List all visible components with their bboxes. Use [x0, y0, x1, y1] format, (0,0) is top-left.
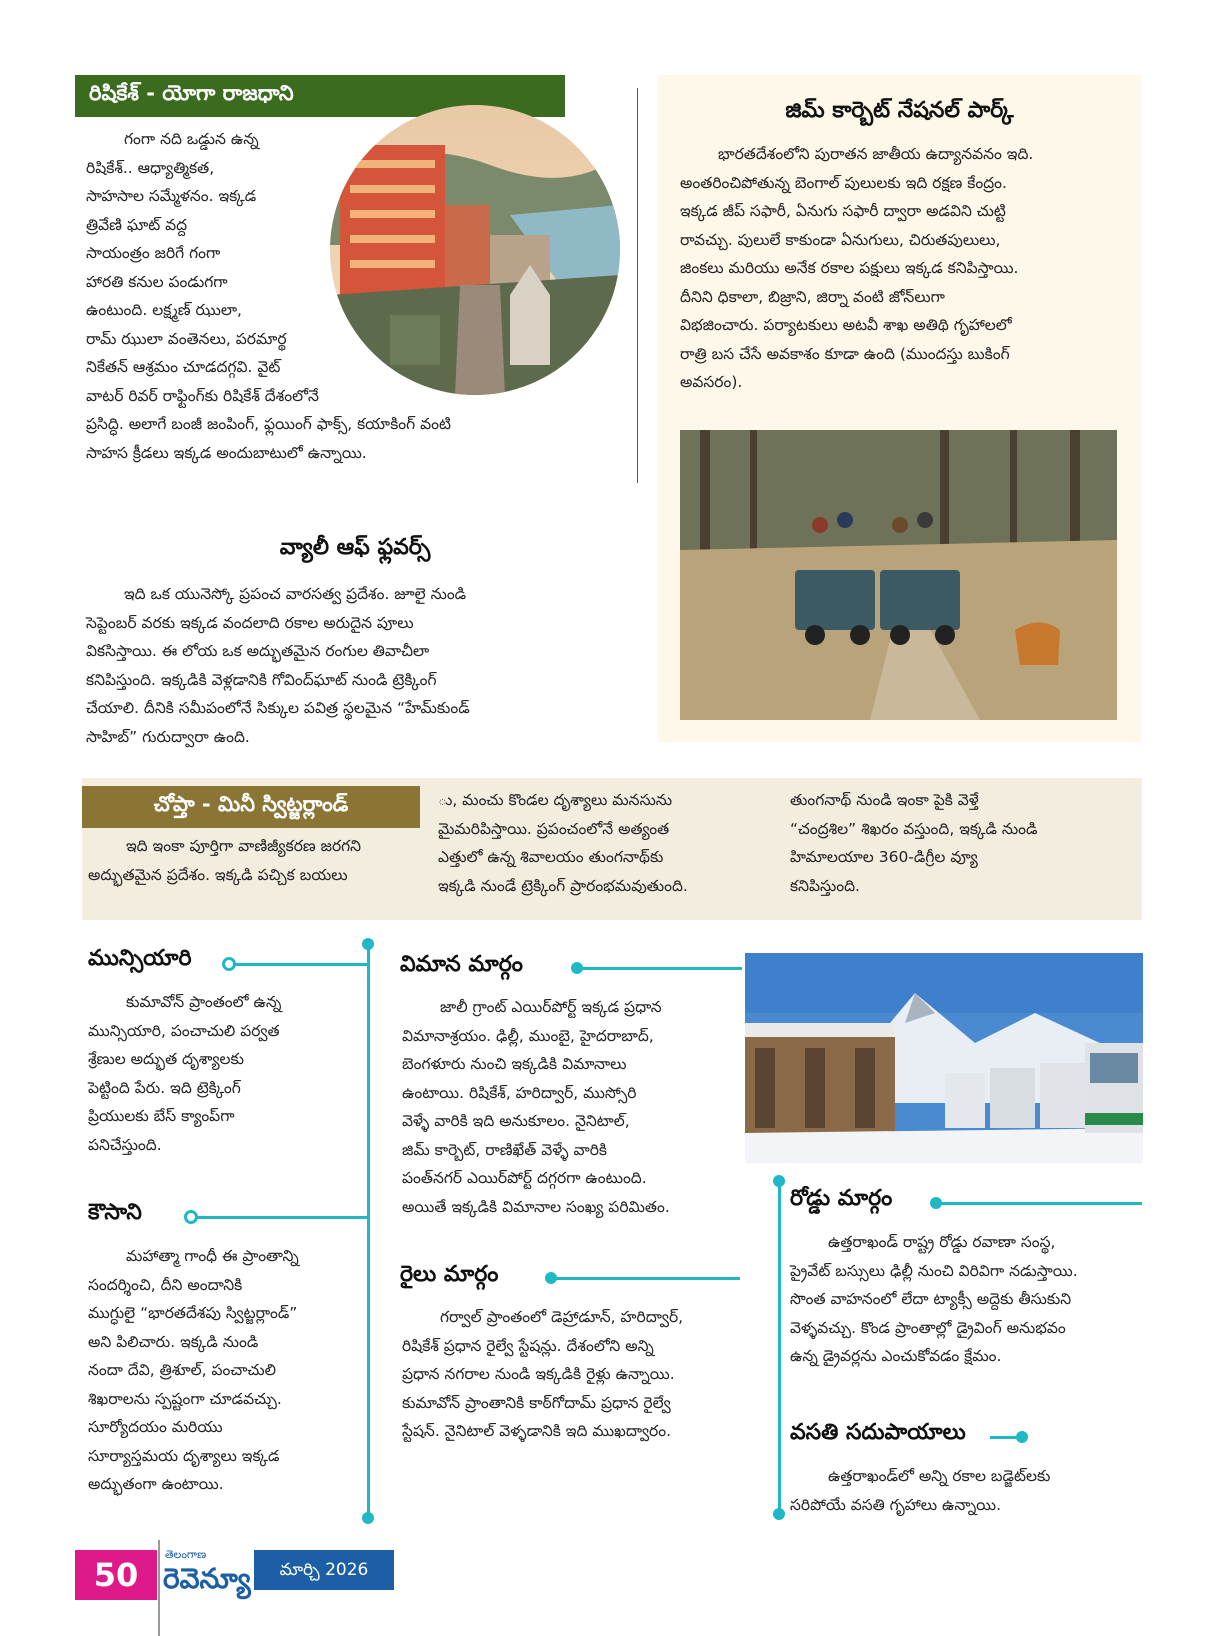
- kausani-line: మహాత్మా గాంధీ ఈ ప్రాంతాన్ని: [126, 1247, 299, 1265]
- chopta-line: తుంగనాథ్ నుండి ఇంకా పైకి వెళ్తే: [790, 791, 979, 809]
- road-line: వెళ్ళవచ్చు. కొండ ప్రాంతాల్లో డ్రైవింగ్ అనుభవం: [790, 1318, 1066, 1337]
- munsiyari-line: కుమావోన్ ప్రాంతంలో ఉన్న: [126, 993, 282, 1011]
- page-number-block: [75, 1550, 157, 1600]
- bus-station-photo: [745, 953, 1143, 1163]
- road-line: ప్రైవేట్ బస్సులు ఢిల్లీ నుంచి విరివిగా నడుస్తాయి.: [790, 1261, 1078, 1280]
- chopta-line: మైమరిపిస్తాయి. ప్రపంచంలోనే అత్యంత: [438, 819, 670, 838]
- kausani-title: కౌసాని: [88, 1200, 142, 1225]
- air-line: పంత్‌నగర్ ఎయిర్‌పోర్ట్ దగ్గరగా ఉంటుంది.: [402, 1169, 647, 1187]
- footer-rule: [158, 1540, 160, 1636]
- kausani-line: నందా దేవి, త్రిశూల్, పంచాచులి: [88, 1361, 276, 1379]
- page-number: 50: [93, 1556, 139, 1594]
- rishikesh-line: సాయంత్రం జరిగే గంగా: [86, 244, 221, 262]
- chopta-line: హిమాలయాల 360-డిగ్రీల వ్యూ: [790, 848, 978, 866]
- rishikesh-line: సాహస క్రీడలు ఇక్కడ అందుబాటులో ఉన్నాయి.: [86, 443, 367, 462]
- stay-title: వసతి సదుపాయాలు: [790, 1420, 966, 1445]
- chopta-line: ఎత్తులో ఉన్న శివాలయం తుంగనాథ్‌కు: [438, 848, 664, 866]
- rishikesh-line: రామ్ ఝులా వంతెనలు, పరమార్థ: [86, 329, 287, 348]
- munsiyari-line: ప్రియులకు బేస్ క్యాంప్‌గా: [88, 1107, 235, 1125]
- air-title: విమాన మార్గం: [400, 952, 523, 977]
- valley-line: చేయాలి. దీనికి సమీపంలోనే సిక్కుల పవిత్ర స్థలమైన “హేమ్‌కుండ్: [86, 699, 470, 717]
- valley-line: కనిపిస్తుంది. ఇక్కడికి వెళ్లడానికి గోవింద్‌ఘాట్ నుండి ట్రెక్కింగ్: [86, 670, 437, 689]
- rishikesh-line: ప్రసిద్ధి. అలాగే బంజీ జంపింగ్, ఫ్లయింగ్ ఫాక్స్, కయాకింగ్ వంటి: [86, 415, 451, 433]
- rail-line: కుమావోన్ ప్రాంతానికి కాఠ్‌గోదామ్ ప్రధాన రైల్వే: [402, 1393, 671, 1412]
- rishikesh-line: వాటర్ రివర్ రాఫ్టింగ్‌కు రిషికేశ్ దేశంలోనే: [86, 386, 319, 405]
- jim-corbett-safari-photo: [680, 430, 1117, 720]
- chopta-line: ఇది ఇంకా పూర్తిగా వాణిజ్యీకరణ జరగని: [126, 837, 362, 855]
- air-line: జాలీ గ్రాంట్ ఎయిర్‌పోర్ట్ ఇక్కడ ప్రధాన: [440, 998, 662, 1016]
- valley-title: వ్యాలీ ఆఫ్ ఫ్లవర్స్: [279, 535, 431, 560]
- cyan-dot: [773, 1508, 785, 1520]
- chopta-line: ఇక్కడి నుండే ట్రెక్కింగ్ ప్రారంభమవుతుంది.: [438, 876, 688, 895]
- jim-corbett-line: జింకలు మరియు అనేక రకాల పక్షులు ఇక్కడ కనిపిస్తాయి.: [680, 259, 1019, 277]
- chopta-col2: [438, 786, 758, 900]
- rail-title: రైలు మార్గం: [400, 1262, 499, 1287]
- stay-line: సరిపోయే వసతి గృహాలు ఉన్నాయి.: [790, 1495, 1002, 1514]
- munsiyari-line: పెట్టింది పేరు. ఇది ట్రెక్కింగ్: [88, 1078, 241, 1097]
- cyan-dot: [362, 1512, 374, 1524]
- issue-badge: [254, 1550, 394, 1590]
- valley-line: సాహిబ్” గురుద్వారా ఉంది.: [86, 727, 250, 746]
- kausani-line: సూర్యోదయం మరియు: [88, 1418, 223, 1436]
- air-text: [402, 993, 747, 1221]
- road-title: రోడ్డు మార్గం: [790, 1186, 893, 1211]
- stay-text: [790, 1462, 1145, 1519]
- issue-date: మార్చి 2026: [279, 1560, 369, 1580]
- kausani-text: [88, 1242, 363, 1499]
- rail-line: స్టేషన్. నైనిటాల్ వెళ్ళడానికి ఇది ముఖద్వారం.: [402, 1422, 672, 1440]
- rishikesh-line: త్రివేణి ఘాట్ వద్ద: [86, 215, 188, 234]
- air-line: బెంగళూరు నుంచి ఇక్కడికి విమానాలు: [402, 1055, 627, 1073]
- jim-corbett-line: ఇక్కడ జీప్ సఫారీ, ఏనుగు సఫారీ ద్వారా అడవిని చుట్టి: [680, 202, 1006, 220]
- cyan-dot: [773, 1175, 785, 1187]
- air-line: విమానాశ్రయం. ఢిల్లీ, ముంబై, హైదరాబాద్,: [402, 1026, 654, 1045]
- air-line: వెళ్ళే వారికి ఇది అనుకూలం. నైనిటాల్,: [402, 1112, 630, 1130]
- cyan-dot: [930, 1197, 942, 1209]
- rishikesh-line: ఉంటుంది. లక్ష్మణ్ ఝులా,: [86, 301, 242, 319]
- road-line: ఉత్తరాఖండ్ రాష్ట్ర రోడ్డు రవాణా సంస్థ,: [828, 1233, 1056, 1251]
- jim-corbett-line: అవసరం).: [680, 373, 743, 391]
- chopta-col1: [88, 832, 428, 889]
- rishikesh-line: రిషికేశ్.. ఆధ్యాత్మికత,: [86, 158, 215, 177]
- column-divider: [637, 88, 638, 483]
- jim-corbett-line: రావచ్చు. పులులే కాకుండా ఏనుగులు, చిరుతపులులు,: [680, 230, 1001, 249]
- jim-corbett-line: అంతరించిపోతున్న బెంగాల్ పులులకు ఇది రక్షణ కేంద్రం.: [680, 173, 1007, 192]
- cyan-dot: [184, 1210, 198, 1224]
- road-line: ఉన్న డ్రైవర్లను ఎంచుకోవడం క్షేమం.: [790, 1347, 1002, 1365]
- brand-logo: రెవెన్యూ: [163, 1562, 251, 1595]
- cyan-horizontal-line: [228, 963, 368, 966]
- kausani-line: అద్భుతంగా ఉంటాయి.: [88, 1475, 224, 1493]
- jim-corbett-line: రాత్రి బస చేసే అవకాశం కూడా ఉంది (ముందస్తు బుకింగ్: [680, 344, 1010, 363]
- rishikesh-line: హారతి కనుల పండుగగా: [86, 272, 228, 291]
- kausani-line: అని పిలిచారు. ఇక్కడి నుండి: [88, 1332, 259, 1351]
- cyan-horizontal-line: [190, 1216, 368, 1219]
- cyan-dot: [222, 957, 236, 971]
- munsiyari-text: [88, 988, 358, 1159]
- jim-corbett-line: దీనిని ధికాలా, బిజ్రాని, జిర్నా వంటి జోన్‌లుగా: [680, 287, 945, 306]
- chopta-header: [82, 786, 420, 828]
- air-line: అయితే ఇక్కడికి విమానాల సంఖ్య పరిమితం.: [402, 1197, 670, 1216]
- jim-corbett-line: భారతదేశంలోని పురాతన జాతీయ ఉద్యానవనం ఇది.: [718, 145, 1034, 163]
- rishikesh-line: నికేతన్ ఆశ్రమం చూడదగ్గవి. వైట్: [86, 358, 281, 376]
- road-line: సొంత వాహనంలో లేదా ట్యాక్సీ అద్దెకు తీసుకుని: [790, 1290, 1072, 1308]
- rishikesh-line: సాహసాల సమ్మేళనం. ఇక్కడ: [86, 187, 257, 205]
- cyan-horizontal-line: [935, 1202, 1142, 1205]
- valley-line: వికసిస్తాయి. ఈ లోయ ఒక అద్భుతమైన రంగుల తివాచీలా: [86, 642, 430, 660]
- cyan-vertical-line-right: [778, 1180, 781, 1515]
- chopta-line: “చంద్రశిల” శిఖరం వస్తుంది, ఇక్కడి నుండి: [790, 819, 1038, 838]
- kausani-line: సూర్యాస్తమయ దృశ్యాలు ఇక్కడ: [88, 1446, 280, 1465]
- munsiyari-line: మున్సియారి, పంచాచులి పర్వత: [88, 1021, 280, 1040]
- cyan-horizontal-line: [550, 1277, 740, 1280]
- kausani-line: ముగ్ధులై “భారతదేశపు స్విట్జర్లాండ్”: [88, 1304, 298, 1322]
- rishikesh-photo: [330, 105, 620, 395]
- chopta-col3: [790, 786, 1130, 900]
- cyan-dot: [1016, 1431, 1028, 1443]
- kausani-line: శిఖరాలను స్పష్టంగా చూడవచ్చు.: [88, 1389, 282, 1408]
- brand-small: తెలంగాణ: [165, 1548, 207, 1561]
- stay-line: ఉత్తరాఖండ్‌లో అన్ని రకాల బడ్జెట్‌లకు: [828, 1467, 1051, 1485]
- valley-line: ఇది ఒక యునెస్కో ప్రపంచ వారసత్వ ప్రదేశం. జూలై నుండి: [124, 585, 467, 603]
- chopta-line: కనిపిస్తుంది.: [790, 876, 860, 895]
- cyan-dot: [362, 938, 374, 950]
- cyan-vertical-line-left: [367, 945, 370, 1520]
- jim-corbett-title: జిమ్ కార్బెట్ నేషనల్ పార్క్: [785, 98, 1014, 123]
- rishikesh-line: గంగా నది ఒడ్డున ఉన్న: [124, 130, 259, 148]
- air-line: జిమ్ కార్బెట్, రాణిఖేత్ వెళ్ళే వారికి: [402, 1140, 607, 1159]
- kausani-line: సందర్శించి, దీని అందానికి: [88, 1275, 243, 1294]
- road-text: [790, 1228, 1145, 1371]
- rail-text: [402, 1303, 752, 1446]
- munsiyari-line: పనిచేస్తుంది.: [88, 1135, 162, 1154]
- valley-text: [86, 580, 646, 751]
- air-line: ఉంటాయి. రిషికేశ్, హరిద్వార్, ముస్సోరి: [402, 1083, 637, 1102]
- cyan-dot: [571, 962, 583, 974]
- rail-line: గర్వాల్ ప్రాంతంలో డెహ్రాడూన్, హరిద్వార్,: [440, 1308, 684, 1326]
- chopta-line: అద్భుతమైన ప్రదేశం. ఇక్కడి పచ్చిక బయలు: [88, 865, 348, 884]
- rail-line: రిషికేశ్ ప్రధాన రైల్వే స్టేషన్లు. దేశంలోని అన్ని: [402, 1336, 654, 1355]
- cyan-dot: [545, 1272, 557, 1284]
- munsiyari-title: మున్సియారి: [88, 946, 192, 971]
- rishikesh-header-text: రిషికేశ్ - యోగా రాజధాని: [89, 81, 294, 105]
- chopta-line: ు, మంచు కొండల దృశ్యాలు మనసును: [438, 791, 673, 809]
- jim-corbett-text: [680, 140, 1130, 397]
- munsiyari-line: శ్రేణుల అద్భుత దృశ్యాలకు: [88, 1050, 244, 1068]
- chopta-header-text: చోప్తా - మినీ స్విట్జర్లాండ్: [153, 792, 349, 816]
- rail-line: ప్రధాన నగరాల నుండి ఇక్కడికి రైళ్లు ఉన్నాయి.: [402, 1365, 675, 1383]
- valley-line: సెప్టెంబర్ వరకు ఇక్కడ వందలాది రకాల అరుదైన పూలు: [86, 613, 414, 632]
- jim-corbett-line: విభజించారు. పర్యాటకులు అటవీ శాఖ అతిథి గృహాలలో: [680, 316, 1012, 334]
- cyan-horizontal-line: [576, 967, 742, 970]
